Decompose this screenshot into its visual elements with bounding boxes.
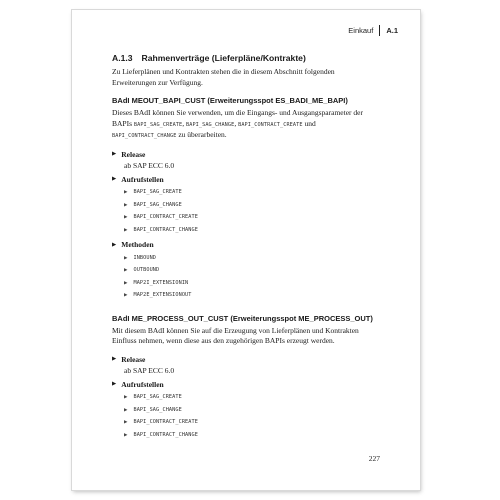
page-content [112,53,374,441]
triangle-bullet-icon: ▶ [124,431,128,437]
triangle-bullet-icon: ▶ [124,227,128,233]
badi1-desc-code: BAPI_SAG_CHANGE [186,121,235,128]
badi1-title: BAdI MEOUT_BAPI_CUST (Erweiterungsspot ES_BADI_ME_BAPI) [112,96,348,106]
triangle-bullet-icon: ▶ [124,394,128,400]
methods-label: Methoden [121,240,154,250]
list-item-code: BAPI_CONTRACT_CHANGE [133,227,198,234]
triangle-bullet-icon: ▶ [112,356,117,363]
release-label: Release [121,354,146,364]
badi2-callpoints-list [112,391,374,441]
list-item [124,251,374,264]
triangle-bullet-icon: ▶ [124,419,128,425]
list-item-code: BAPI_SAG_CHANGE [133,201,182,208]
list-item-code: MAP2E_EXTENSIONOUT [133,292,192,299]
chapter-title: Einkauf [348,26,374,35]
list-item-code: MAP2I_EXTENSIONIN [133,279,189,286]
badi1-desc-end: zu überarbeiten. [176,130,227,140]
callpoints-label: Aufrufstellen [121,174,164,184]
list-item-code: INBOUND [133,254,157,261]
badi2-title: BAdI ME_PROCESS_OUT_CUST (Erweiterungsspot ME_PROCESS_OUT) [112,313,373,323]
list-item-code: BAPI_CONTRACT_CREATE [133,419,198,426]
list-item [124,264,374,277]
section-number: A.1 [386,26,398,35]
badi1-description [112,108,374,142]
page-number: 227 [368,454,380,463]
badi1-desc-text: Dieses BAdI können Sie verwenden, um die Eingangs- und Ausgangsparameter der BAPIs [112,108,363,128]
badi2-release-heading [112,355,374,364]
list-item [124,277,374,290]
list-item-code: OUTBOUND [133,267,160,274]
badi1-desc-code: BAPI_CONTRACT_CHANGE [112,133,177,140]
list-item [124,391,374,404]
list-item-code: BAPI_SAG_CHANGE [133,406,182,413]
badi1-desc-sep: , [234,118,239,128]
badi1-methods-list [112,251,374,301]
badi1-release-heading [112,150,374,159]
list-item [124,224,374,237]
section-heading-title: Rahmenverträge (Lieferpläne/Kontrakte) [141,53,306,63]
badi1-desc-code: BAPI_CONTRACT_CREATE [238,121,303,128]
triangle-bullet-icon: ▶ [124,279,128,285]
triangle-bullet-icon: ▶ [112,176,117,183]
triangle-bullet-icon: ▶ [112,381,117,388]
list-item [124,186,374,199]
list-item [124,289,374,302]
badi1-desc-code: BAPI_SAG_CREATE [133,121,183,128]
triangle-bullet-icon: ▶ [124,292,128,298]
badi1-methods-heading [112,240,374,249]
triangle-bullet-icon: ▶ [124,254,128,260]
list-item-code: BAPI_CONTRACT_CREATE [133,214,198,221]
list-item [124,404,374,417]
badi1-release-value: ab SAP ECC 6.0 [124,160,175,170]
list-item [124,429,374,442]
triangle-bullet-icon: ▶ [124,214,128,220]
badi2-release-value: ab SAP ECC 6.0 [124,365,175,375]
triangle-bullet-icon: ▶ [124,201,128,207]
badi2-callpoints-heading [112,380,374,389]
badi1-callpoints-list [112,186,374,236]
book-page [72,10,420,490]
list-item-code: BAPI_SAG_CREATE [133,394,182,401]
triangle-bullet-icon: ▶ [124,267,128,273]
section-intro: Zu Lieferplänen und Kontrakten stehen die in diesem Abschnitt folgenden Erweiterungen zur Verfügung. [112,67,335,87]
callpoints-label: Aufrufstellen [121,379,164,389]
spacer [112,302,374,314]
badi1-desc-and: und [302,118,316,128]
release-label: Release [121,149,146,159]
triangle-bullet-icon: ▶ [112,241,117,248]
badi1-desc-sep: , [182,118,186,128]
triangle-bullet-icon: ▶ [124,189,128,195]
triangle-bullet-icon: ▶ [124,406,128,412]
list-item [124,211,374,224]
section-heading [112,53,374,63]
section-heading-number: A.1.3 [112,53,133,63]
list-item-code: BAPI_SAG_CREATE [133,189,182,196]
list-item [124,199,374,212]
running-head [348,25,398,36]
header-divider [379,25,380,36]
triangle-bullet-icon: ▶ [112,151,117,158]
list-item [124,416,374,429]
badi1-callpoints-heading [112,175,374,184]
list-item-code: BAPI_CONTRACT_CHANGE [133,431,198,438]
badi2-description: Mit diesem BAdI können Sie auf die Erzeugung von Lieferplänen und Kontrakten Einfluss nehmen, wenn diese aus den zugehörigen BAPIs erzeugt werden. [112,325,359,346]
